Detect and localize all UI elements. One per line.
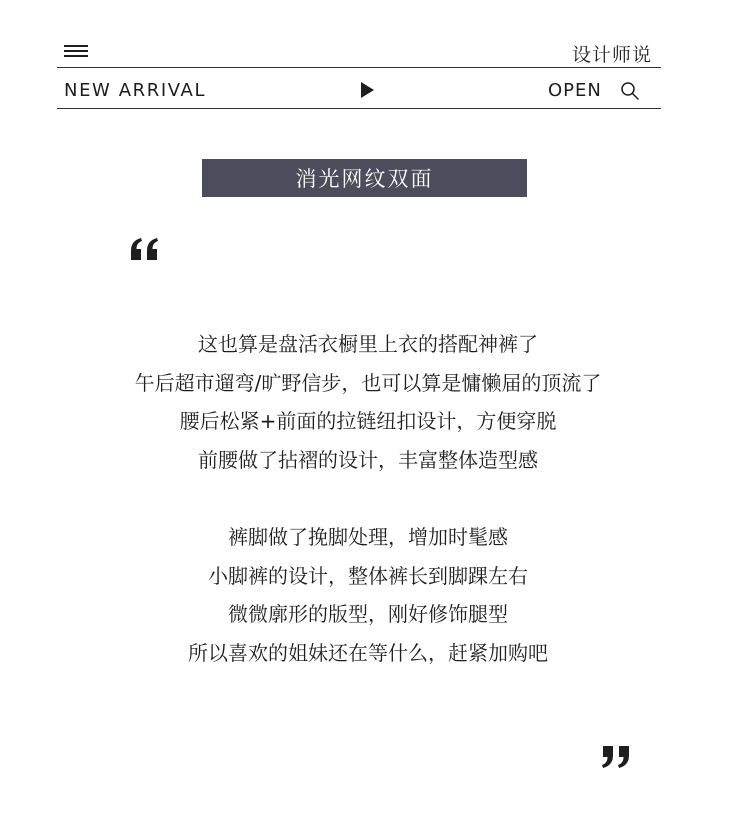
open-link[interactable]: OPEN [548, 80, 602, 101]
description-line: 腰后松紧+前面的拉链纽扣设计，方便穿脱 [179, 409, 557, 433]
description-line: 微微廓形的版型，刚好修饰腿型 [228, 602, 508, 626]
play-icon[interactable] [361, 82, 374, 98]
new-arrival-link[interactable]: NEW ARRIVAL [64, 80, 207, 101]
description-line: 这也算是盘活衣橱里上衣的搭配神裤了 [198, 332, 538, 356]
header-top-divider [57, 67, 661, 68]
description-line: 前腰做了拈褶的设计，丰富整体造型感 [198, 447, 538, 472]
description-paragraph-2 [60, 518, 676, 672]
description-line: 裤脚做了挽脚处理，增加时髦感 [228, 525, 508, 549]
brand-title: 设计师说 [571, 44, 652, 66]
section-banner [202, 159, 527, 197]
header-bottom-divider [57, 108, 661, 109]
section-banner-title: 消光网纹双面 [295, 167, 434, 191]
menu-icon[interactable] [64, 45, 90, 59]
search-icon[interactable] [620, 81, 640, 101]
description-paragraph-1 [60, 325, 676, 479]
description-line: 小脚裤的设计，整体裤长到脚踝左右 [208, 563, 528, 588]
close-quote-icon [600, 740, 636, 776]
description-line: 午后超市遛弯/旷野信步，也可以算是慵懒届的顶流了 [134, 370, 602, 395]
description-line: 所以喜欢的姐妹还在等什么，赶紧加购吧 [188, 640, 548, 665]
open-quote-icon [128, 232, 164, 268]
